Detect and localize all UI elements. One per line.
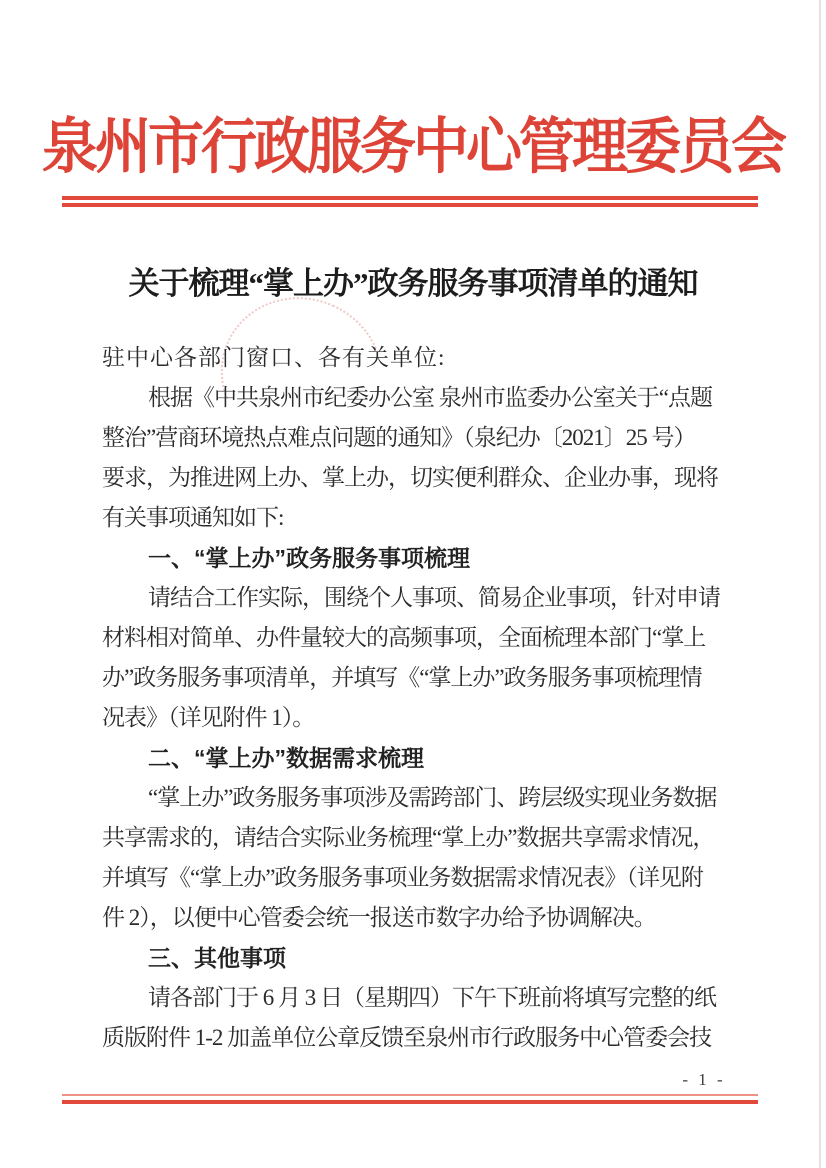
scan-edge-shadow xyxy=(819,0,821,1168)
body-line: 请各部门于 6 月 3 日（星期四）下午下班前将填写完整的纸 xyxy=(148,985,716,1010)
body-line: 请结合工作实际，围绕个人事项、简易企业事项，针对申请 xyxy=(148,585,720,610)
body-line: 况表》（详见附件 1）。 xyxy=(102,705,315,730)
separator-rule xyxy=(62,203,758,207)
letterhead-org-name: 泉州市行政服务中心管理委员会 xyxy=(42,113,784,181)
section-heading: 三、其他事项 xyxy=(148,945,286,971)
separator-rule xyxy=(62,1100,758,1104)
body-line: 质版附件 1-2 加盖单位公章反馈至泉州市行政服务中心管委会技 xyxy=(102,1025,712,1050)
footer-separator xyxy=(62,1094,758,1104)
body-line: 材料相对简单、办件量较大的高频事项，全面梳理本部门“掌上 xyxy=(102,625,706,650)
body-line: 有关事项通知如下: xyxy=(102,505,284,530)
body-line: “掌上办”政务服务事项涉及需跨部门、跨层级实现业务数据 xyxy=(148,785,717,810)
section-heading: 一、“掌上办”政务服务事项梳理 xyxy=(148,545,470,571)
body-line: 并填写《“掌上办”政务服务事项业务数据需求情况表》（详见附 xyxy=(102,865,703,890)
body-line: 共享需求的，请结合实际业务梳理“掌上办”数据共享需求情况， xyxy=(102,825,715,850)
page-number: - 1 - xyxy=(682,1070,726,1089)
body-line: 要求，为推进网上办、掌上办，切实便利群众、企业办事，现将 xyxy=(102,465,718,490)
document-body xyxy=(102,338,750,1058)
body-line: 驻中心各部门窗口、各有关单位: xyxy=(102,345,446,370)
section-heading: 二、“掌上办”数据需求梳理 xyxy=(148,745,424,771)
document-title: 关于梳理“掌上办”政务服务事项清单的通知 xyxy=(128,266,698,301)
body-line: 件 2），以便中心管委会统一报送市数字办给予协调解决。 xyxy=(102,905,656,930)
body-line: 根据《中共泉州市纪委办公室 泉州市监委办公室关于“点题 xyxy=(148,385,712,410)
letterhead-separator xyxy=(62,196,758,207)
body-line: 整治”营商环境热点难点问题的通知》（泉纪办〔2021〕25 号） xyxy=(102,425,696,450)
body-line: 办”政务服务事项清单，并填写《“掌上办”政务服务事项梳理情 xyxy=(102,665,702,690)
